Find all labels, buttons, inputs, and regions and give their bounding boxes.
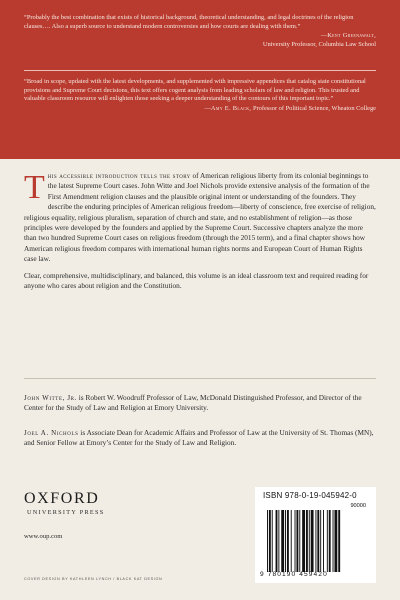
description-paragraph-1	[24, 171, 376, 265]
quote-attribution: —Amy E. Black, Professor of Political Science, Wheaton College	[204, 104, 376, 112]
barcode-bar	[327, 510, 328, 572]
barcode-bar	[287, 510, 289, 572]
barcode-bar	[281, 510, 284, 572]
barcode-bar	[315, 510, 316, 572]
endorsement-quote-2	[24, 78, 376, 113]
barcode-bar	[302, 510, 305, 572]
quote-attribution: —Kent Greenawalt, University Professor, Columbia Law School	[262, 32, 376, 48]
endorser-name: Kent Greenawalt,	[327, 32, 376, 40]
barcode-image	[267, 510, 365, 572]
barcode-bar	[267, 510, 268, 572]
barcode-bar	[323, 510, 324, 572]
barcode-bar	[276, 510, 278, 572]
cover-design-credit: COVER DESIGN BY KATHLEEN LYNCH / BLACK KAT DESIGN	[24, 577, 163, 581]
author-bio-text: is Associate Dean for Academic Affairs and Professor of Law at the University of St. Thomas (MN), and Senior Fellow at Emory’s Center for the Study of Law and Religion.	[24, 428, 374, 448]
barcode-bar	[306, 510, 308, 572]
barcode-bar	[334, 510, 337, 572]
barcode-bar	[333, 510, 334, 572]
barcode-bar	[285, 510, 286, 572]
publisher-subtitle: UNIVERSITY PRESS	[27, 509, 105, 516]
endorser-affiliation: University Professor, Columbia Law School	[262, 40, 376, 48]
ean-digits: 9 780190 459420	[260, 571, 328, 578]
quote-text: “Probably the best combination that exists of historical background, theoretical understanding, and legal doctrines of the religion clauses…. Also a superb source to understand modern controversies and how courts are dealing with them.”	[24, 14, 354, 30]
barcode-bar	[291, 510, 292, 572]
barcode-bar	[295, 510, 296, 572]
barcode-bar	[278, 510, 279, 572]
description-paragraph-2: Clear, comprehensive, multidisciplinary, and balanced, this volume is an ideal classroom text and required reading for anyone who cares about religion and the Constitution.	[24, 270, 369, 291]
description-text: of American religious liberty from its colonial beginnings to the latest Supreme Court cases. John Witte and Joel Nichols provide extensive analysis of the formation of the First Amendment religion clauses and the plausible original intent or understanding of the founders. They describe the enduring principles of American religious freedom—liberty of conscience, free exercise of religion, religious equality, religious pluralism, separation of church and state, and no establishment of religion—as those principles were developed by the founders and applied by the Supreme Court. Successive chapters analyze the more than two hundred Supreme Court cases on religious freedom (through the 2015 term), and a final chapter shows how American religious freedom compares with international human rights norms and European Court of Human Rights case law.	[24, 171, 376, 264]
endorser-name: Amy E. Black,	[210, 104, 252, 112]
section-divider	[24, 378, 376, 379]
dropcap: T	[24, 169, 45, 206]
barcode-bar	[272, 510, 273, 572]
author-name: Joel A. Nichols	[24, 429, 79, 437]
barcode-bar	[320, 510, 321, 572]
endorser-affiliation: Professor of Political Science, Wheaton College	[252, 104, 376, 112]
publisher-website: www.oup.com	[24, 533, 63, 540]
band-divider	[24, 70, 376, 71]
author-name: John Witte, Jr.	[24, 394, 77, 402]
price-code: 90000	[350, 503, 366, 509]
book-description	[24, 171, 376, 291]
barcode-panel	[255, 487, 376, 583]
barcode-bar	[309, 510, 310, 572]
endorsement-quote-1	[24, 14, 376, 49]
barcode-bar	[329, 510, 331, 572]
quote-text: “Broad in scope, updated with the latest developments, and supplemented with impressive appendices that catalog state constitutional provisions and Supreme Court decisions, this text offers cogent analysis from leading scholars of law and religion. This trusted and valuable classroom resource will enlighten those seeking a deeper understanding of the contours of this important topic.”	[24, 78, 366, 103]
publisher-logo: OXFORD	[24, 490, 100, 507]
barcode-bar	[299, 510, 300, 572]
author-bio-1	[24, 393, 376, 414]
isbn-label: ISBN 978-0-19-045942-0	[263, 491, 357, 500]
barcode-bar	[317, 510, 319, 572]
author-bio-2	[24, 428, 376, 449]
barcode-bar	[338, 510, 340, 572]
author-bio-text: is Robert W. Woodruff Professor of Law, McDonald Distinguished Professor, and Director of the Center for the Study of Law and Religion at Emory University.	[24, 393, 362, 413]
barcode-bar	[269, 510, 271, 572]
barcode-bar	[311, 510, 314, 572]
lead-in: his accessible introduction tells the story	[47, 171, 191, 180]
barcode-bar	[296, 510, 298, 572]
